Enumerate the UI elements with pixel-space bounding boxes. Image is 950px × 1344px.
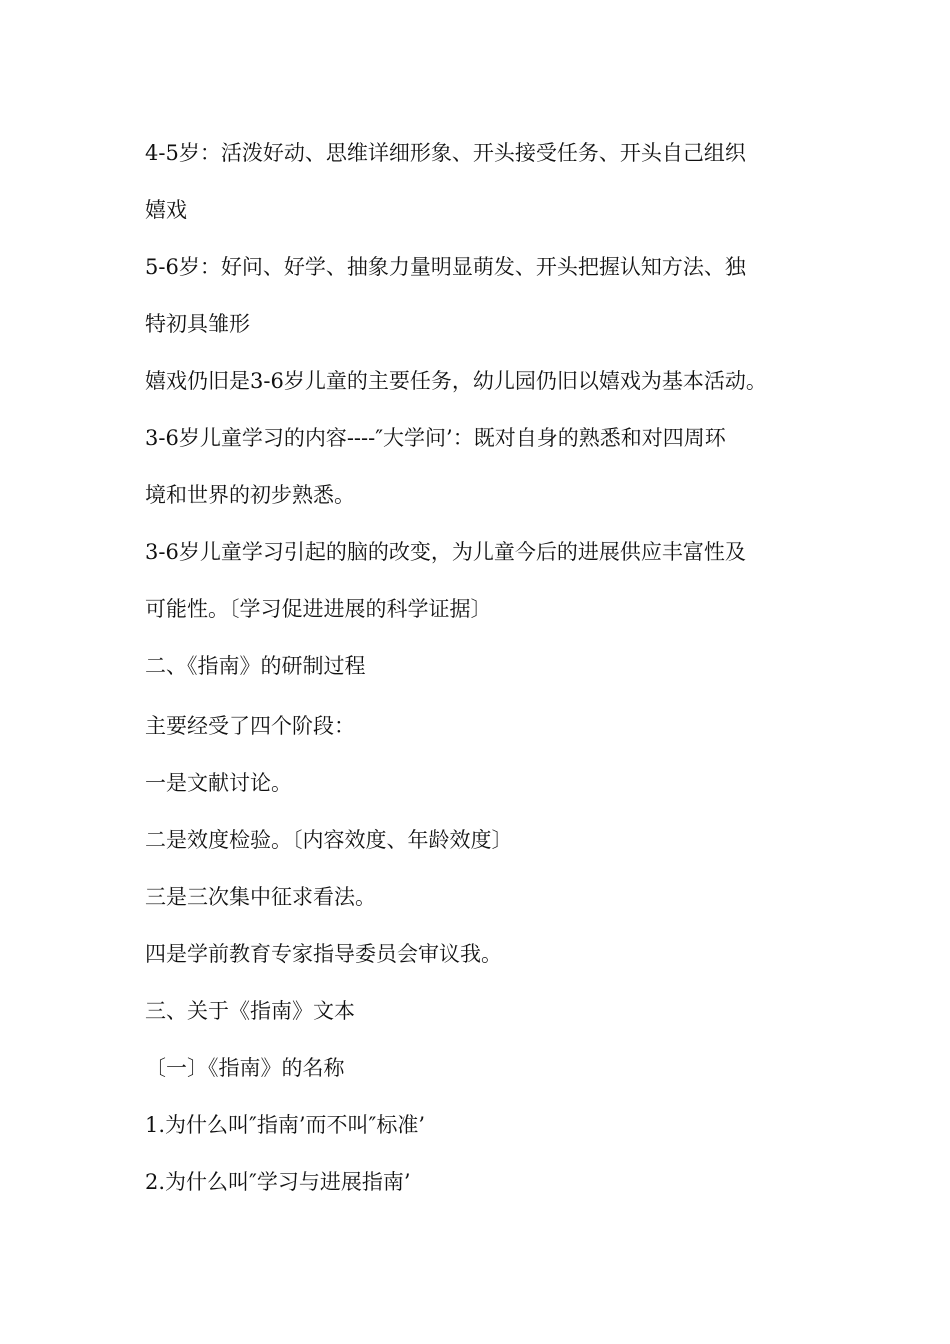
list-item: 2.为什么叫″学习与进展指南’ xyxy=(145,1170,411,1194)
text-line: 嬉戏仍旧是3-6岁儿童的主要任务，幼儿园仍旧以嬉戏为基本活动。 xyxy=(145,369,767,393)
text-line: 3-6岁儿童学习的内容----″大学问’：既对自身的熟悉和对四周环 xyxy=(145,426,726,450)
list-item: 1.为什么叫″指南’而不叫″标准’ xyxy=(145,1113,426,1137)
list-item: 三是三次集中征求看法。 xyxy=(145,885,376,909)
list-item: 一是文献讨论。 xyxy=(145,771,292,795)
section-heading: 三、关于《指南》文本 xyxy=(145,999,355,1023)
list-item: 二是效度检验。〔内容效度、年龄效度〕 xyxy=(145,828,513,852)
text-line: 5-6岁：好问、好学、抽象力量明显萌发、开头把握认知方法、独 xyxy=(145,255,746,279)
text-line: 嬉戏 xyxy=(145,198,187,222)
subsection-heading: 〔一〕《指南》的名称 xyxy=(145,1056,345,1080)
section-heading: 二、《指南》的研制过程 xyxy=(145,654,366,678)
text-line: 境和世界的初步熟悉。 xyxy=(145,483,355,507)
text-line: 主要经受了四个阶段： xyxy=(145,714,355,738)
text-line: 4-5岁：活泼好动、思维详细形象、开头接受任务、开头自己组织 xyxy=(145,141,746,165)
text-line: 3-6岁儿童学习引起的脑的改变，为儿童今后的进展供应丰富性及 xyxy=(145,540,746,564)
text-line: 特初具雏形 xyxy=(145,312,250,336)
text-line: 可能性。〔学习促进进展的科学证据〕 xyxy=(145,597,492,621)
list-item: 四是学前教育专家指导委员会审议我。 xyxy=(145,942,502,966)
